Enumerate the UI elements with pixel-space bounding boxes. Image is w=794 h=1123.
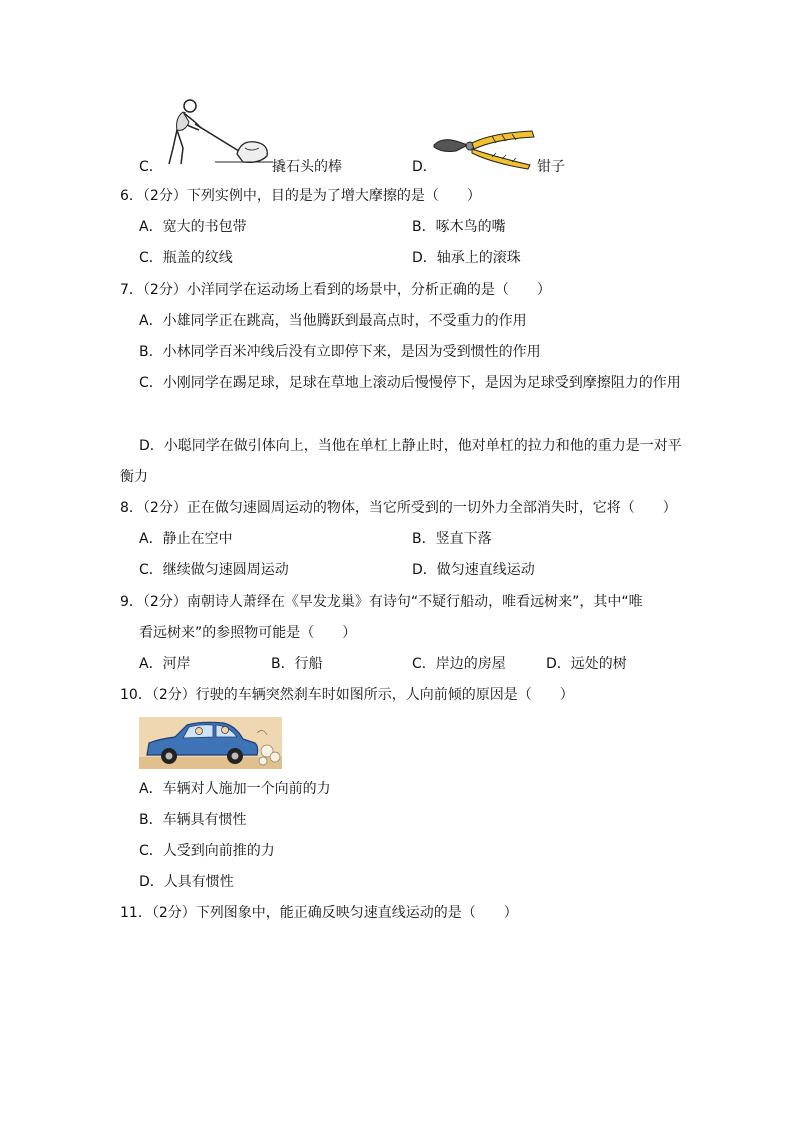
q6-option-d: D．轴承上的滚珠 (412, 250, 521, 266)
q5-option-c-text: 撬石头的棒 (272, 159, 342, 175)
pliers-illustration (432, 125, 536, 169)
q10-option-d: D．人具有惯性 (139, 874, 234, 890)
q5-option-d-text: 钳子 (537, 159, 565, 175)
q6-option-b: B．啄木鸟的嘴 (412, 219, 506, 235)
q8-option-b: B．竖直下落 (412, 531, 492, 547)
q7-option-d-line1: D．小聪同学在做引体向上，当他在单杠上静止时，他对单杠的拉力和他的重力是一对平 (139, 438, 682, 454)
q10-option-b: B．车辆具有惯性 (139, 812, 247, 828)
q9-stem-line1: 9．（2分）南朝诗人萧绎在《早发龙巢》有诗句“不疑行船动，唯看远树来”，其中“唯 (120, 594, 643, 610)
q9-option-d: D．远处的树 (546, 656, 627, 672)
q9-option-a: A．河岸 (139, 656, 191, 672)
q6-stem: 6．（2分）下列实例中，目的是为了增大摩擦的是（ ） (120, 188, 481, 204)
q5-option-c-label: C． (139, 159, 163, 175)
q10-option-a: A．车辆对人施加一个向前的力 (139, 781, 331, 797)
q8-option-c: C．继续做匀速圆周运动 (139, 562, 289, 578)
q7-option-a: A．小雄同学正在跳高，当他腾跃到最高点时，不受重力的作用 (139, 313, 527, 329)
q9-option-b: B．行船 (271, 656, 323, 672)
q6-option-c: C．瓶盖的纹线 (139, 250, 233, 266)
q9-stem-line2: 看远树来”的参照物可能是（ ） (139, 625, 357, 641)
q9-option-c: C．岸边的房屋 (412, 656, 506, 672)
q7-option-c: C．小刚同学在踢足球，足球在草地上滚动后慢慢停下，是因为足球受到摩擦阻力的作用 (139, 375, 681, 391)
q10-option-c: C．人受到向前推的力 (139, 843, 275, 859)
q8-option-a: A．静止在空中 (139, 531, 233, 547)
q8-option-d: D．做匀速直线运动 (412, 562, 535, 578)
q7-option-d-line2: 衡力 (120, 469, 148, 485)
q6-option-a: A．宽大的书包带 (139, 219, 247, 235)
q10-stem: 10．（2分）行驶的车辆突然刹车时如图所示，人向前倾的原因是（ ） (120, 687, 574, 703)
q8-stem: 8．（2分）正在做匀速圆周运动的物体，当它所受到的一切外力全部消失时，它将（ ） (120, 500, 677, 516)
q5-option-d-label: D． (412, 159, 437, 175)
q7-option-b: B．小林同学百米冲线后没有立即停下来，是因为受到惯性的作用 (139, 344, 541, 360)
q7-stem: 7．（2分）小洋同学在运动场上看到的场景中，分析正确的是（ ） (120, 282, 551, 298)
braking-car-illustration (139, 717, 282, 769)
lever-illustration (155, 98, 275, 173)
q11-stem: 11．（2分）下列图象中，能正确反映匀速直线运动的是（ ） (120, 905, 518, 921)
